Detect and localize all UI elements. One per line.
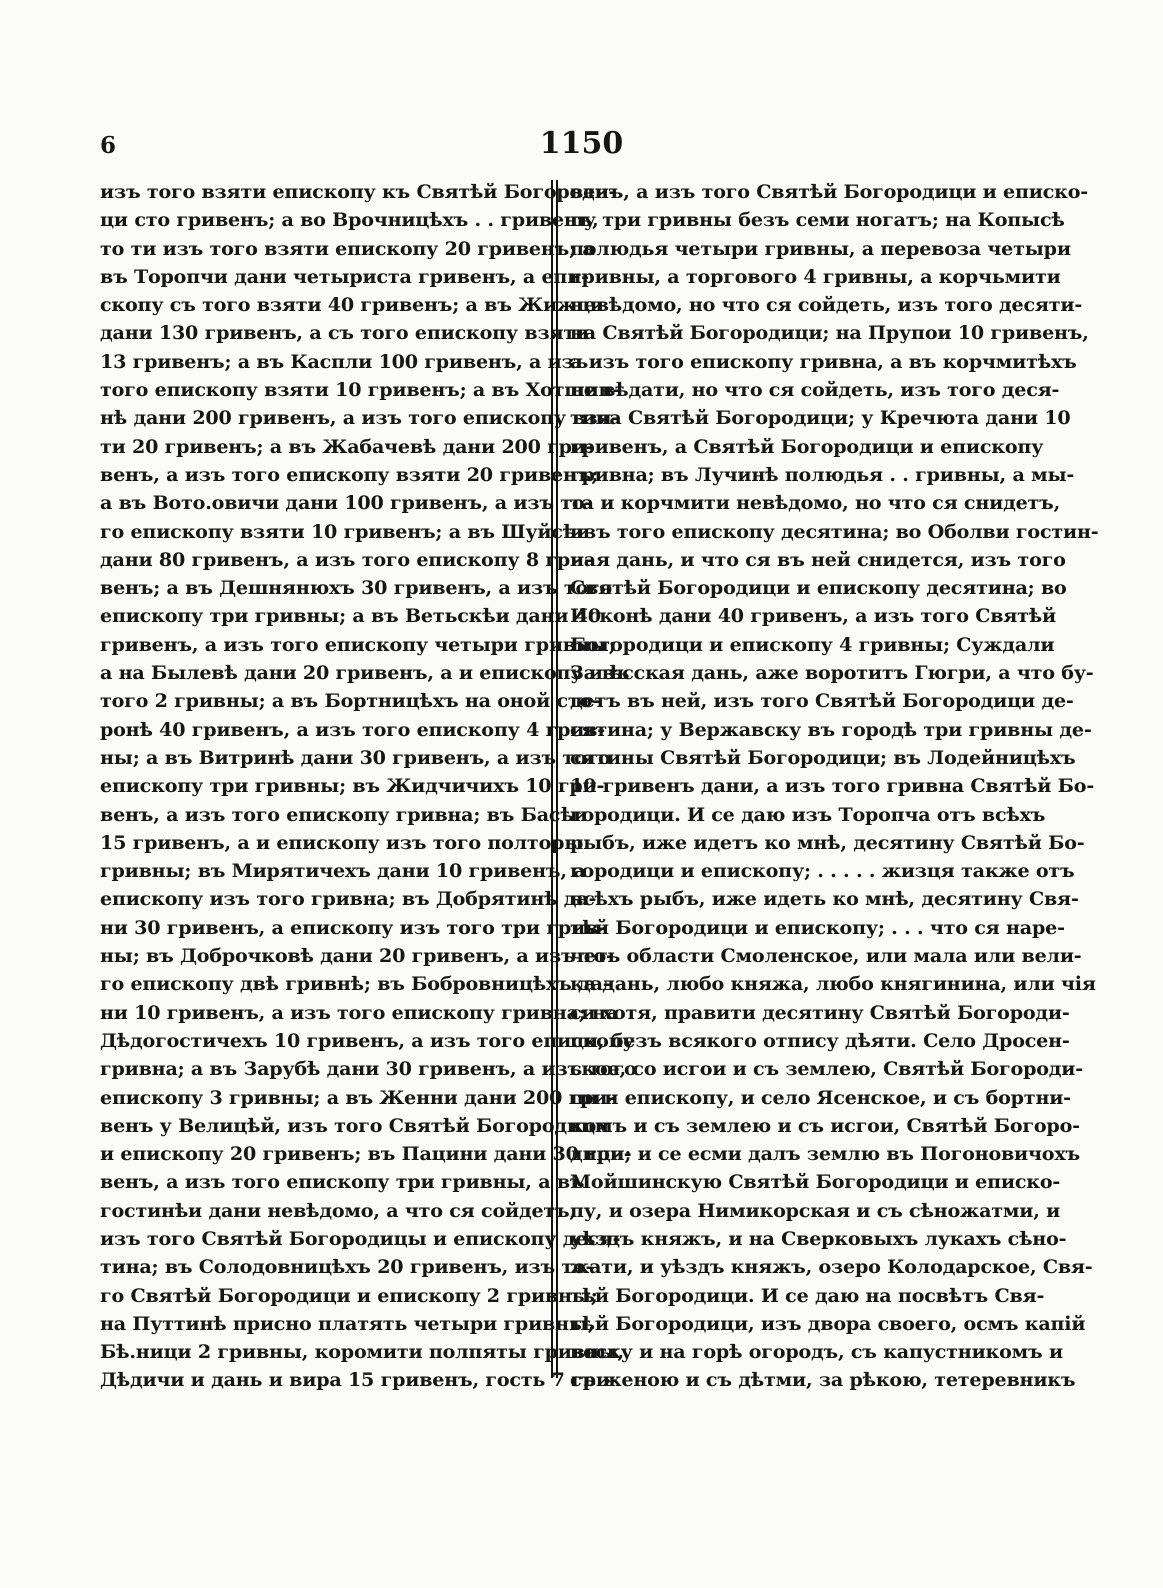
text-line: ци, безъ всякого отпису дѣяти. Село Дросен- — [570, 1028, 1070, 1052]
text-line: ци сто гривенъ; а во Врочницѣхъ . . гривенъ, — [100, 208, 599, 232]
text-line: 15 гривенъ, а и епископу изъ того полторы — [100, 830, 584, 854]
text-line: ти 20 гривенъ; а въ Жабачевѣ дани 200 гри- — [100, 434, 594, 458]
text-line: съ женою и съ дѣтми, за рѣкою, тетеревникъ — [570, 1368, 1076, 1392]
text-line: 13 гривенъ; а въ Каспли 100 гривенъ, а изъ — [100, 349, 589, 373]
text-line: дици; и се есми далъ землю въ Погоновичохъ — [570, 1142, 1080, 1166]
text-line: Богородици и епископу 4 гривны; Суждали — [570, 632, 1055, 656]
text-line: ское, со исгои и съ землею, Святѣй Богороди- — [570, 1057, 1083, 1081]
text-line: Исконѣ дани 40 гривенъ, а изъ того Святѣй — [570, 604, 1056, 628]
text-line: гривна; а въ Зарубѣ дани 30 гривенъ, а изъ того — [100, 1057, 637, 1081]
text-line: на Путтинѣ присно платять четыри гривны, — [100, 1311, 595, 1335]
left-text-column — [100, 178, 637, 1395]
text-line: на Святѣй Богородици; на Прупои 10 гривенъ, — [570, 321, 1089, 345]
text-line: детъ въ ней, изъ того Святѣй Богородици де- — [570, 689, 1074, 713]
text-line: городици и епископу; . . . . . жизця также отъ — [570, 859, 1075, 883]
text-line: а въ Вото.овичи дани 100 гривенъ, а изъ то- — [100, 491, 593, 515]
text-line: уѣздъ княжъ, и на Сверковыхъ лукахъ сѣно- — [570, 1226, 1067, 1250]
text-line: изъ того взяти епископу къ Святѣй Богороди- — [100, 180, 617, 203]
text-line: тѣй Богородици и епископу; . . . что ся наре- — [570, 915, 1065, 939]
text-line: ная дань, и что ся въ ней снидется, изъ того — [570, 547, 1066, 571]
text-line: ны; а въ Витринѣ дани 30 гривенъ, а изъ того — [100, 745, 611, 769]
text-line: изъ того Святѣй Богородицы и епископу деся- — [100, 1226, 621, 1250]
text-line: Бѣ.ници 2 гривны, коромити полпяты гривны, — [100, 1340, 624, 1364]
text-line: сятины Святѣй Богородици; въ Лодейницѣхъ — [570, 745, 1076, 769]
text-line: невѣдомо, но что ся сойдеть, изъ того десяти- — [570, 293, 1083, 317]
text-line: епископу 3 гривны; а въ Женни дани 200 гри- — [100, 1085, 615, 1109]
text-line: ка дань, любо княжа, любо княгинина, или чія — [570, 972, 1096, 996]
text-line: четь области Смоленское, или мала или вели- — [570, 944, 1082, 968]
text-line: не вѣдати, но что ся сойдеть, изъ того деся- — [570, 378, 1060, 402]
text-line: и епископу 20 гривенъ; въ Пацини дани 30 гри- — [100, 1142, 632, 1166]
text-line: дани 130 гривенъ, а съ того епископу взяти — [100, 321, 589, 345]
text-line: венъ у Велицѣй, изъ того Святѣй Богородици — [100, 1113, 609, 1137]
text-line: гривны; въ Мирятичехъ дани 10 гривенъ, а — [100, 859, 586, 883]
column-divider-line — [551, 180, 553, 1378]
text-line: изъ того епископу десятина; во Оболви гостин- — [570, 519, 1099, 543]
text-line: венъ, а изъ того епископу три гривны, а въ — [100, 1170, 585, 1194]
text-line: Дѣдичи и дань и вира 15 гривенъ, гость 7 гри- — [100, 1368, 618, 1392]
text-line: воску и на горѣ огородъ, съ капустникомъ и — [570, 1340, 1063, 1364]
text-line: го епископу взяти 10 гривенъ; а въ Шуйсѣи — [100, 519, 590, 543]
text-line: гривенъ, а изъ того епископу четыри гривны; — [100, 632, 616, 656]
text-line: гривенъ, а Святѣй Богородици и епископу — [570, 434, 1044, 458]
text-line: венъ, а изъ того епископу гривна; въ Басѣи — [100, 802, 588, 826]
text-line: Дѣдогостичехъ 10 гривенъ, а изъ того епископу — [100, 1028, 635, 1052]
text-line: дани 80 гривенъ, а изъ того епископу 8 гри- — [100, 547, 592, 571]
text-line: того 2 гривны; а въ Бортницѣхъ на оной сто- — [100, 689, 600, 713]
text-line: жати, и уѣздъ княжъ, озеро Колодарское, Свя- — [570, 1255, 1093, 1279]
text-line: ни 10 гривенъ, а изъ того епископу гривна; на — [100, 1000, 619, 1024]
text-line: ны; въ Доброчковѣ дани 20 гривенъ, а изъ то- — [100, 944, 614, 968]
text-line: полюдья четыри гривны, а перевоза четыри — [570, 236, 1071, 260]
text-line: того епископу взяти 10 гривенъ; а въ Хотшин- — [100, 378, 621, 402]
column-divider-line — [556, 180, 558, 1378]
text-line: сятина; у Вержавску въ городѣ три гривны де- — [570, 717, 1092, 741]
text-line: въ Торопчи дани четыриста гривенъ, а епи- — [100, 264, 589, 288]
text-line: Залѣсская дань, аже воротитъ Гюгри, а что бу- — [570, 661, 1094, 685]
text-line: всѣхъ рыбъ, иже идеть ко мнѣ, десятину Свя- — [570, 887, 1079, 911]
text-line: венъ, а изъ того епископу взяти 20 гривенъ; — [100, 462, 599, 486]
text-line: тина Святѣй Богородици; у Кречюта дани 10 — [570, 406, 1071, 430]
text-line: си хотя, правити десятину Святѣй Богороди- — [570, 1000, 1070, 1024]
text-line: а изъ того епископу гривна, а въ корчмитѣхъ — [570, 349, 1077, 373]
text-line: епископу три гривны; а въ Ветьскѣи дани 40 — [100, 604, 601, 628]
text-line: Святѣй Богородици и епископу десятина; во — [570, 576, 1067, 600]
text-line: венъ, а изъ того Святѣй Богородици и еписко- — [570, 180, 1089, 203]
text-line: Мойшинскую Святѣй Богородици и еписко- — [570, 1170, 1061, 1194]
text-line: городици. И се даю изъ Торопча отъ всѣхъ — [570, 802, 1046, 826]
text-line: ци и епископу, и село Ясенское, и съ бортни- — [570, 1085, 1071, 1109]
text-line: скопу съ того взяти 40 гривенъ; а въ Жижци — [100, 293, 604, 317]
text-line: пу, и озера Нимикорская и съ сѣножатми, и — [570, 1198, 1061, 1222]
text-line: гривны, а торгового 4 гривны, а корчьмити — [570, 264, 1061, 288]
text-line: тина; въ Солодовницѣхъ 20 гривенъ, изъ то- — [100, 1255, 594, 1279]
text-line: а на Былевѣ дани 20 гривенъ, а и епископу изъ — [100, 661, 630, 685]
right-text-column — [570, 178, 1099, 1395]
text-line: го Святѣй Богородици и епископу 2 гривны; — [100, 1283, 598, 1307]
text-line: то ти изъ того взяти епископу 20 гривенъ; а — [100, 236, 595, 260]
text-line: 10 гривенъ дани, а изъ того гривна Святѣй Бо- — [570, 774, 1095, 798]
text-line: епископу изъ того гривна; въ Добрятинѣ да- — [100, 887, 597, 911]
text-line: ронѣ 40 гривенъ, а изъ того епископу 4 грив- — [100, 717, 606, 741]
text-line: рыбъ, иже идетъ ко мнѣ, десятину Святѣй Бо- — [570, 830, 1085, 854]
text-line: комъ и съ землею и съ исгои, Святѣй Богоро- — [570, 1113, 1080, 1137]
text-line: пу три гривны безъ семи ногатъ; на Копысѣ — [570, 208, 1065, 232]
text-line: го епископу двѣ гривнѣ; въ Бобровницѣхъ да- — [100, 972, 611, 996]
text-line: та и корчмити невѣдомо, но что ся снидетъ, — [570, 491, 1061, 515]
text-line: тѣй Богородици, изъ двора своего, осмъ капій — [570, 1311, 1086, 1335]
text-line: епископу три гривны; въ Жидчичихъ 10 гри- — [100, 774, 605, 798]
text-line: тѣй Богородици. И се даю на посвѣтъ Свя- — [570, 1283, 1045, 1307]
year-heading: 1150 — [539, 126, 624, 161]
text-line: ни 30 гривенъ, а епископу изъ того три грив- — [100, 915, 606, 939]
text-line: венъ; а въ Дешнянюхъ 30 гривенъ, а изъ того — [100, 576, 613, 600]
text-line: гостинѣи дани невѣдомо, а что ся сойдетъ, — [100, 1198, 576, 1222]
text-line: гривна; въ Лучинѣ полюдья . . гривны, а мы- — [570, 462, 1075, 486]
text-line: нѣ дани 200 гривенъ, а изъ того епископу взя- — [100, 406, 620, 430]
page-number: 6 — [100, 132, 117, 159]
